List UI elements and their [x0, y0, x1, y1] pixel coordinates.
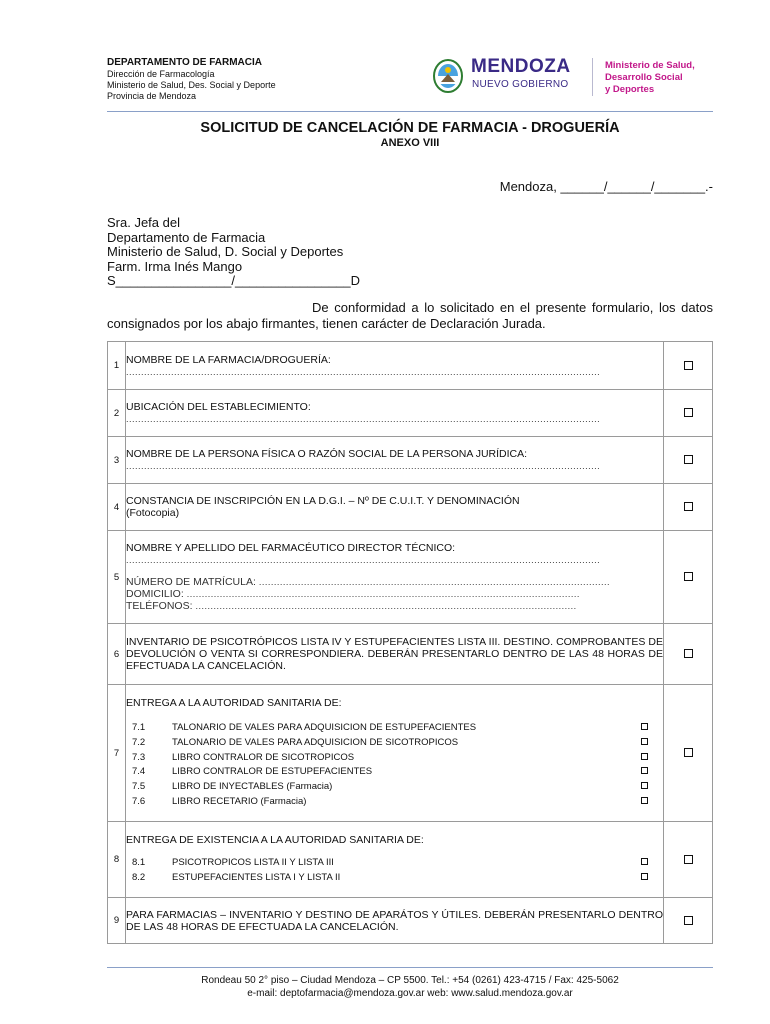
addressee-block: [107, 216, 360, 289]
sub-item: [126, 736, 663, 751]
form-row: [108, 685, 713, 822]
row-label: ENTREGA A LA AUTORIDAD SANITARIA DE:: [126, 696, 342, 709]
row-number: 8: [108, 822, 126, 898]
sub-item-number: 7.3: [132, 751, 146, 763]
fill-line[interactable]: ..............................................................................................................................................................: [126, 366, 601, 377]
row-checkbox[interactable]: [664, 484, 713, 531]
sub-item-text: TALONARIO DE VALES PARA ADQUISICION DE ESTUPEFACIENTES: [172, 722, 477, 734]
checkbox-icon[interactable]: [641, 782, 648, 789]
row-label: INVENTARIO DE PSICOTRÓPICOS LISTA IV Y ESTUPEFACIENTES LISTA III. DESTINO. COMPROBANTES DE DEVOLUCIÓN O VENTA SI CORRESPONDIERA. DEBERÁN PRESENTARLO DENTRO DE LAS 48 HORAS DE EFECTUADA LA CANCELACIÓN.: [126, 636, 663, 672]
row-number: 5: [108, 531, 126, 624]
row-content: [126, 484, 664, 531]
addressee-line: Farm. Irma Inés Mango: [107, 258, 243, 274]
header-rule: [107, 111, 713, 112]
ministry-logo-text: [605, 60, 695, 96]
sub-checkbox[interactable]: [641, 872, 663, 884]
row-label: NOMBRE DE LA PERSONA FÍSICA O RAZÓN SOCIAL DE LA PERSONA JURÍDICA:: [126, 448, 528, 460]
sub-item: [126, 765, 663, 780]
ministry-line: Ministerio de Salud,: [605, 60, 695, 71]
addressee-line: Sra. Jefa del: [107, 215, 180, 230]
fill-line[interactable]: ..............................................................................................................................................................: [126, 461, 601, 471]
footer-address: Rondeau 50 2° piso – Ciudad Mendoza – CP 5500. Tel.: +54 (0261) 423-4715 / Fax: 425-5062: [201, 975, 619, 986]
sub-checkbox[interactable]: [641, 722, 663, 734]
sub-checkbox[interactable]: [641, 766, 663, 778]
sub-item-number: 8.1: [132, 857, 146, 869]
sub-checkbox[interactable]: [641, 796, 663, 808]
row-checkbox[interactable]: [664, 685, 713, 822]
row-label: NOMBRE Y APELLIDO DEL FARMACÉUTICO DIRECTOR TÉCNICO:: [126, 542, 456, 554]
addressee-line: Ministerio de Salud, D. Social y Deportes: [107, 244, 344, 259]
sub-item-number: 7.5: [132, 781, 146, 793]
department-name: DEPARTAMENTO DE FARMACIA: [107, 57, 262, 68]
sub-item: [126, 856, 663, 871]
sub-item-text: LIBRO DE INYECTABLES (Farmacia): [172, 781, 333, 793]
domicilio-label: DOMICILIO:: [126, 588, 184, 600]
row-content: [126, 437, 664, 484]
sub-item-number: 8.2: [132, 871, 146, 883]
document-subtitle: ANEXO VIII: [380, 137, 440, 149]
sub-item-text: LIBRO CONTRALOR DE ESTUPEFACIENTES: [172, 766, 373, 778]
header-left: [107, 57, 337, 102]
sub-item-text: LIBRO RECETARIO (Farmacia): [172, 795, 307, 807]
sub-item-text: ESTUPEFACIENTES LISTA I Y LISTA II: [172, 871, 341, 883]
sub-item: [126, 721, 663, 736]
checkbox-icon[interactable]: [641, 753, 648, 760]
domicilio-line[interactable]: DOMICILIO: ...................................................................................................................................: [126, 588, 580, 600]
form-row: [108, 484, 713, 531]
row-number: 2: [108, 390, 126, 437]
row-checkbox[interactable]: [664, 437, 713, 484]
sub-checkbox[interactable]: [641, 857, 663, 869]
form-row: [108, 437, 713, 484]
checkbox-icon[interactable]: [641, 767, 648, 774]
form-table: [107, 341, 713, 944]
row-number: 1: [108, 342, 126, 390]
row-content: [126, 342, 664, 390]
sub-item-number: 7.1: [132, 722, 146, 734]
sub-item-text: TALONARIO DE VALES PARA ADQUISICION DE SICOTROPICOS: [172, 736, 459, 748]
row-checkbox[interactable]: [664, 898, 713, 944]
fill-line[interactable]: ..............................................................................................................................................................: [126, 555, 601, 565]
header-line: Ministerio de Salud, Des. Social y Deporte: [107, 80, 276, 90]
matricula-line[interactable]: NÚMERO DE MATRÍCULA: .....................................................................................................................: [126, 576, 610, 588]
row-number: 4: [108, 484, 126, 531]
sub-checkbox[interactable]: [641, 752, 663, 764]
mendoza-seal-icon: [432, 58, 464, 94]
row-content: [126, 624, 664, 685]
form-row: [108, 531, 713, 624]
addressee-line: Departamento de Farmacia: [107, 229, 266, 245]
checkbox-icon[interactable]: [641, 723, 648, 730]
row-checkbox[interactable]: [664, 390, 713, 437]
sub-item-number: 7.6: [132, 795, 146, 807]
row-number: 7: [108, 685, 126, 822]
form-row: [108, 624, 713, 685]
row-number: 9: [108, 898, 126, 944]
checkbox-icon[interactable]: [641, 738, 648, 745]
sub-item: [126, 794, 663, 809]
row-content: [126, 898, 664, 944]
row-label: NOMBRE DE LA FARMACIA/DROGUERÍA:: [126, 353, 331, 366]
row-content: [126, 822, 664, 898]
form-row: [108, 898, 713, 944]
telefonos-label: TELÉFONOS:: [126, 600, 193, 612]
sub-checkbox[interactable]: [641, 781, 663, 793]
fill-line[interactable]: ..............................................................................................................................................................: [126, 414, 601, 424]
ministry-line: Desarrollo Social: [605, 72, 683, 83]
row-number: 6: [108, 624, 126, 685]
header-line: Dirección de Farmacología: [107, 69, 215, 79]
logo-subtitle: NUEVO GOBIERNO: [472, 79, 569, 90]
checkbox-icon[interactable]: [684, 649, 693, 658]
sub-item-number: 7.4: [132, 766, 146, 778]
row-checkbox[interactable]: [664, 624, 713, 685]
checkbox-icon[interactable]: [684, 855, 693, 864]
matricula-label: NÚMERO DE MATRÍCULA:: [126, 576, 256, 588]
ministry-line: y Deportes: [605, 84, 655, 95]
row-label: ENTREGA DE EXISTENCIA A LA AUTORIDAD SANITARIA DE:: [126, 833, 424, 846]
checkbox-icon[interactable]: [684, 916, 693, 925]
row-checkbox[interactable]: [664, 822, 713, 898]
checkbox-icon[interactable]: [684, 572, 693, 581]
sub-checkbox[interactable]: [641, 737, 663, 749]
row-label: PARA FARMACIAS – INVENTARIO Y DESTINO DE APARÁTOS Y ÚTILES. DEBERÁN PRESENTARLO DENTRO DE LAS 48 HORAS DE EFECTUADA LA CANCELACIÓN.: [126, 908, 663, 933]
header-line: Provincia de Mendoza: [107, 91, 197, 101]
intro-paragraph: [107, 300, 713, 332]
checkbox-icon[interactable]: [684, 455, 693, 464]
sub-item: [126, 780, 663, 795]
checkbox-icon[interactable]: [684, 748, 693, 757]
document-title: SOLICITUD DE CANCELACIÓN DE FARMACIA - DROGUERÍA: [200, 120, 620, 136]
footer-contact: e-mail: deptofarmacia@mendoza.gov.ar web: www.salud.mendoza.gov.ar: [247, 987, 573, 999]
sub-item-text: PSICOTROPICOS LISTA II Y LISTA III: [172, 857, 334, 869]
checkbox-icon[interactable]: [684, 361, 693, 370]
row-checkbox[interactable]: [664, 342, 713, 390]
logo-wordmark: MENDOZA: [471, 56, 571, 77]
logo-divider: [592, 58, 593, 96]
checkbox-icon[interactable]: [641, 858, 648, 865]
row-content: [126, 685, 664, 822]
footer: [107, 975, 713, 1000]
sub-item: [126, 750, 663, 765]
form-row: [108, 390, 713, 437]
date-line[interactable]: Mendoza, ______/______/_______.-: [499, 179, 713, 194]
row-label: CONSTANCIA DE INSCRIPCIÓN EN LA D.G.I. – Nº DE C.U.I.T. Y DENOMINACIÓN: [126, 495, 520, 507]
row-label: UBICACIÓN DEL ESTABLECIMIENTO:: [126, 401, 311, 413]
sub-item-text: LIBRO CONTRALOR DE SICOTROPICOS: [172, 751, 355, 763]
row-content: [126, 390, 664, 437]
form-row: [108, 822, 713, 898]
checkbox-icon[interactable]: [641, 797, 648, 804]
checkbox-icon[interactable]: [641, 873, 648, 880]
row-content: [126, 531, 664, 624]
intro-text: De conformidad a lo solicitado en el presente formulario, los datos consignados por los abajo firmantes, tienen carácter de Declaración Jurada.: [107, 300, 713, 331]
checkbox-icon[interactable]: [684, 502, 693, 511]
row-number: 3: [108, 437, 126, 484]
form-row: [108, 342, 713, 390]
sub-item-number: 7.2: [132, 736, 146, 748]
footer-rule: [107, 967, 713, 968]
addressee-line: S________________/________________D: [107, 273, 361, 288]
row-note: (Fotocopia): [126, 507, 180, 519]
row-checkbox[interactable]: [664, 531, 713, 624]
checkbox-icon[interactable]: [684, 408, 693, 417]
sub-item: [126, 871, 663, 886]
telefonos-line[interactable]: TELÉFONOS: ...............................................................................................................................: [126, 600, 577, 612]
